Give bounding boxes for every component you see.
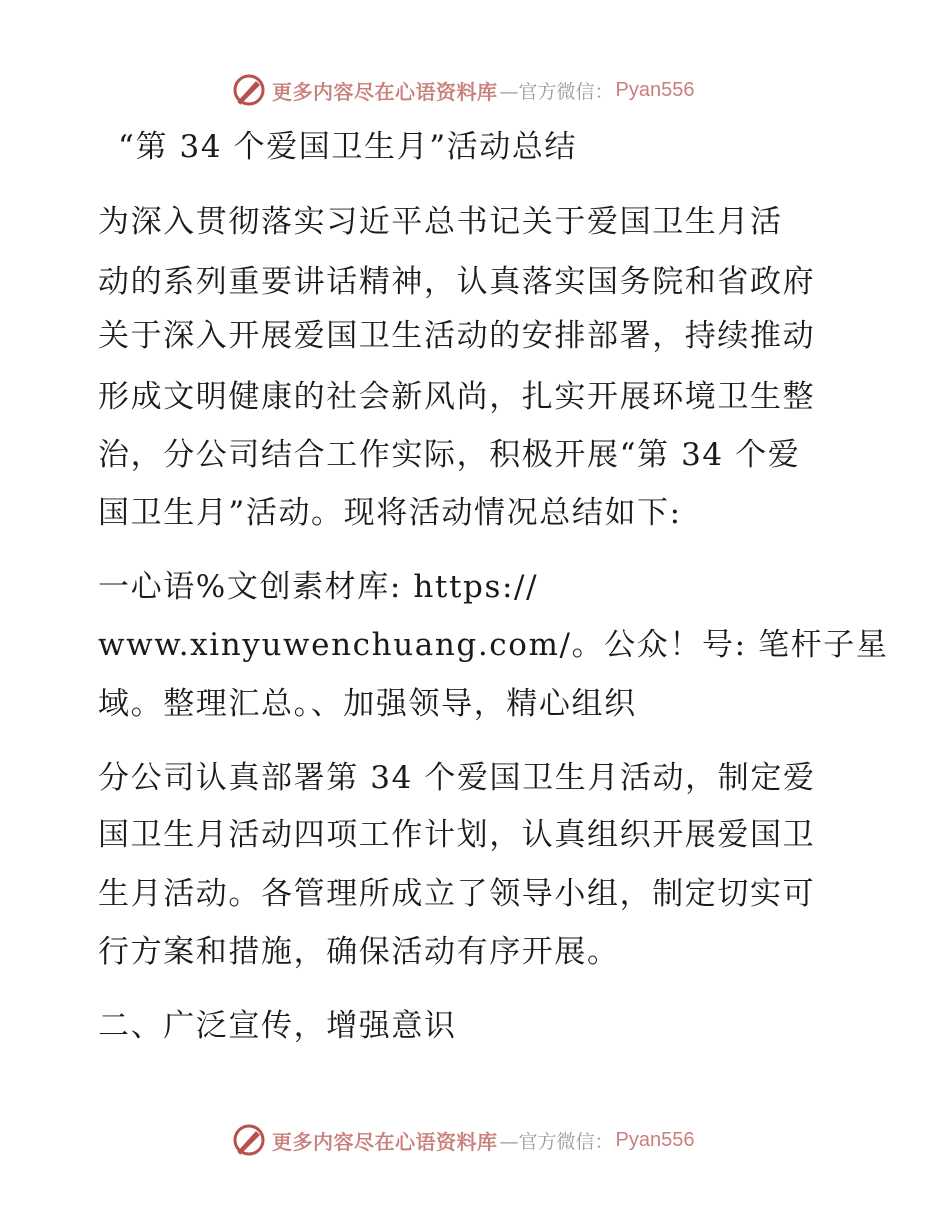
section1-heading-line: 一心语%文创素材库: https:// xyxy=(98,569,539,605)
pen-logo-icon xyxy=(232,73,266,107)
section1-heading-line: 域。整理汇总。、加强领导，精心组织 xyxy=(98,686,637,722)
header-banner xyxy=(232,70,694,110)
section1-body-line: 生月活动。各管理所成立了领导小组，制定切实可 xyxy=(98,876,816,912)
intro-line: 形成文明健康的社会新风尚，扎实开展环境卫生整 xyxy=(98,379,816,415)
intro-line: 关于深入开展爱国卫生活动的安排部署，持续推动 xyxy=(98,318,816,354)
document-title: “第 34 个爱国卫生月”活动总结 xyxy=(118,129,578,165)
footer-wechat-id: Pyan556 xyxy=(615,1128,695,1151)
pen-logo-icon xyxy=(232,1123,266,1157)
section1-heading-line: www.xinyuwenchuang.com/。公众！号: 笔杆子星 xyxy=(98,627,889,663)
footer-banner xyxy=(232,1120,694,1160)
header-wechat-id: Pyan556 xyxy=(615,78,695,101)
intro-line: 动的系列重要讲话精神，认真落实国务院和省政府 xyxy=(98,264,816,300)
footer-contact-label: —官方微信： xyxy=(499,1130,614,1153)
intro-line: 为深入贯彻落实习近平总书记关于爱国卫生月活 xyxy=(98,204,783,240)
section2-heading: 二、广泛宣传，增强意识 xyxy=(98,1008,457,1044)
header-brand-text: 更多内容尽在心语资料库 xyxy=(272,79,498,104)
intro-line: 治，分公司结合工作实际，积极开展“第 34 个爱 xyxy=(98,437,801,473)
section1-body-line: 国卫生月活动四项工作计划，认真组织开展爱国卫 xyxy=(98,817,816,853)
header-contact-label: —官方微信： xyxy=(499,80,614,103)
footer-brand-text: 更多内容尽在心语资料库 xyxy=(272,1129,498,1154)
intro-line: 国卫生月”活动。现将活动情况总结如下: xyxy=(98,495,682,531)
section1-body-line: 分公司认真部署第 34 个爱国卫生月活动，制定爱 xyxy=(98,760,816,796)
section1-body-line: 行方案和措施，确保活动有序开展。 xyxy=(98,934,620,970)
